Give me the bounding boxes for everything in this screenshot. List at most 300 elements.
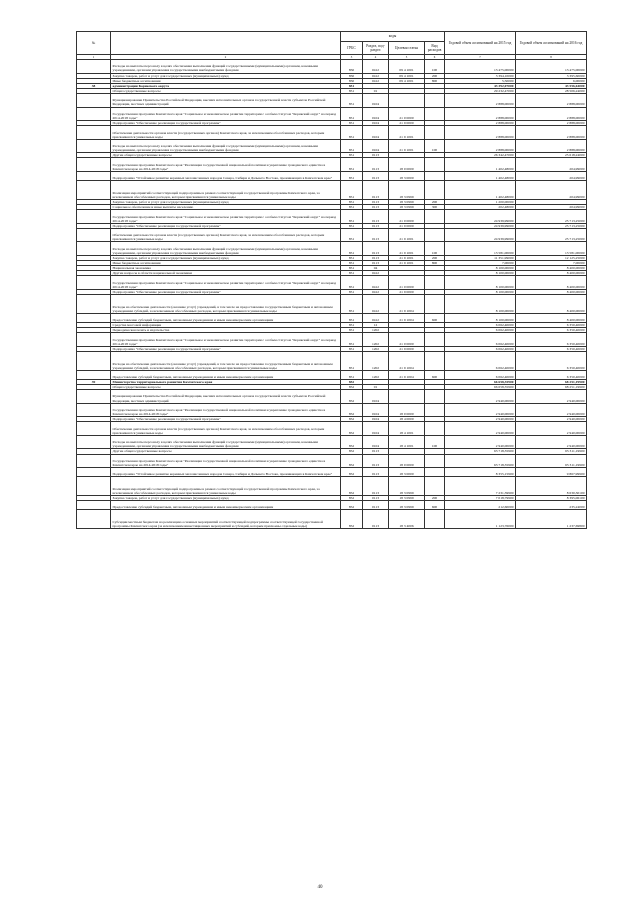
row-amount-2016: 28 506,24000 xyxy=(516,88,587,93)
row-name: Субсидии местным бюджетам на реализацию основных мероприятий соответствующей подпрограммы соответствующей государственной программы Камчатского края (за исключением инвестиционных мероприятий и субсидий, которым присвоены отдельные коды) xyxy=(111,510,341,529)
row-vr xyxy=(425,228,445,242)
row-amount-2015: 63 718,35900 xyxy=(445,454,516,468)
row-name: Закупка товаров, работ и услуг для государственных (муниципальных) нужд xyxy=(111,255,341,260)
row-csr: 21 9 1001 xyxy=(389,139,425,153)
row-grbs: 851 xyxy=(341,223,363,228)
row-name: Подпрограмма "Устойчивое развитие коренных малочисленных народов Севера, Сибири и Дальнего Востока, проживающих в Камчатском крае" xyxy=(111,171,341,180)
row-grbs: 851 xyxy=(341,107,363,121)
row-amount-2016: 68 251,19900 xyxy=(516,385,587,390)
header-2016: Годовой объем ассигнований на 2016 год xyxy=(516,32,587,55)
row-number xyxy=(77,60,111,74)
row-razdel: 0113 xyxy=(363,199,389,204)
row-number xyxy=(77,422,111,436)
row-razdel: 01 xyxy=(363,88,389,93)
row-grbs: 852 xyxy=(341,390,363,404)
row-razdel: 0104 xyxy=(363,139,389,153)
row-grbs: 851 xyxy=(341,276,363,290)
row-number xyxy=(77,228,111,242)
row-csr: 21 9 1004 xyxy=(389,370,425,379)
row-grbs: 851 xyxy=(341,242,363,256)
row-razdel: 0412 xyxy=(363,271,389,276)
row-csr: 21 9 1004 xyxy=(389,294,425,313)
row-grbs: 852 xyxy=(341,468,363,477)
row-csr: 21 0 0000 xyxy=(389,210,425,224)
row-amount-2015: 8 100,00000 xyxy=(445,271,516,276)
row-grbs: 851 xyxy=(341,121,363,126)
row-csr: 18 3 0999 xyxy=(389,501,425,510)
table-row xyxy=(77,510,587,529)
row-name: администрация Корякского округа xyxy=(111,83,341,88)
row-razdel: 0104 xyxy=(363,403,389,417)
row-amount-2015: 6 062,40000 xyxy=(445,323,516,328)
row-amount-2015: 24 939,99000 xyxy=(445,223,516,228)
row-razdel: 1202 xyxy=(363,346,389,351)
col-index: 6 xyxy=(425,55,445,60)
row-name: Иные бюджетные ассигнования xyxy=(111,261,341,266)
row-csr: 18 3 0999 xyxy=(389,180,425,199)
row-amount-2016: 204,99000 xyxy=(516,158,587,172)
row-name: Закупка товаров, работ и услуг для государственных (муниципальных) нужд xyxy=(111,199,341,204)
row-name: Подпрограмма "Обеспечение реализации государственной программы" xyxy=(111,417,341,422)
col-index: 1 xyxy=(77,55,111,60)
row-vr xyxy=(425,126,445,140)
row-vr: 200 xyxy=(425,496,445,501)
row-razdel: 0104 xyxy=(363,93,389,107)
row-number xyxy=(77,477,111,496)
row-vr: 600 xyxy=(425,501,445,510)
row-grbs: 852 xyxy=(341,417,363,422)
row-amount-2016: 6 350,40000 xyxy=(516,351,587,370)
row-name: Расходы на выплаты персоналу в целях обеспечения выполнения функций государственными (муниципальными) органами, казенными учреждениями, органами управления государственными внебюджетными фондами xyxy=(111,60,341,74)
row-amount-2015: 1 402,48000 xyxy=(445,158,516,172)
row-vr xyxy=(425,454,445,468)
row-number xyxy=(77,313,111,322)
table-row xyxy=(77,139,587,153)
row-amount-2016: 8 395,06100 xyxy=(516,496,587,501)
row-amount-2015: 6 062,40000 xyxy=(445,370,516,379)
row-csr: 21 9 1001 xyxy=(389,255,425,260)
row-grbs: 851 xyxy=(341,323,363,328)
row-name: Расходы на выплаты персоналу в целях обеспечения выполнения функций государственными (муниципальными) органами, казенными учреждениями, органами управления государственными внебюджетными фондами xyxy=(111,435,341,449)
row-amount-2015: 212,60000 xyxy=(445,501,516,510)
col-index: 7 xyxy=(445,55,516,60)
row-razdel: 0113 xyxy=(363,153,389,158)
row-vr xyxy=(425,107,445,121)
row-vr: 800 xyxy=(425,261,445,266)
row-razdel: 0412 xyxy=(363,73,389,78)
row-grbs: 851 xyxy=(341,313,363,322)
col-index: 5 xyxy=(389,55,425,60)
row-vr xyxy=(425,276,445,290)
row-vr xyxy=(425,93,445,107)
row-number xyxy=(77,171,111,180)
row-csr xyxy=(389,93,425,107)
row-number xyxy=(77,454,111,468)
row-razdel: 0113 xyxy=(363,261,389,266)
row-number xyxy=(77,370,111,379)
row-amount-2016: 204,99000 xyxy=(516,171,587,180)
row-number xyxy=(77,126,111,140)
row-amount-2016: 2 940,00000 xyxy=(516,422,587,436)
header-csr: Целевая статья xyxy=(389,42,425,55)
row-amount-2016: 204,99000 xyxy=(516,205,587,210)
row-amount-2015: 63 718,35900 xyxy=(445,449,516,454)
row-number xyxy=(77,435,111,449)
row-amount-2016: 6 350,40000 xyxy=(516,323,587,328)
row-amount-2016: 2 940,00000 xyxy=(516,435,587,449)
row-amount-2016: 8 400,00000 xyxy=(516,313,587,322)
row-csr: 18 3 0999 xyxy=(389,496,425,501)
row-name: Обеспечение деятельности органов власти (государственных органов) Камчатского края, за исключением обособленных расходов, которым присваиваются уникальные коды xyxy=(111,422,341,436)
row-amount-2015: 2 888,00000 xyxy=(445,139,516,153)
row-name: Реализация мероприятий соответствующей подпрограммы в рамках соответствующей государственной программы Камчатского края, за исключением обособленных расходов, которым присваиваются уникальные коды xyxy=(111,180,341,199)
row-amount-2015: 66 658,35900 xyxy=(445,379,516,384)
row-vr: 600 xyxy=(425,370,445,379)
row-razdel: 0104 xyxy=(363,126,389,140)
row-amount-2016: 8 400,00000 xyxy=(516,294,587,313)
row-amount-2016: 2 888,00000 xyxy=(516,126,587,140)
row-vr xyxy=(425,294,445,313)
row-amount-2015: 5,50000 xyxy=(445,78,516,83)
row-name: Обеспечение деятельности органов власти (государственных органов) Камчатского края, за исключением обособленных расходов, которым присваиваются уникальные коды xyxy=(111,228,341,242)
row-amount-2016: 13 475,00000 xyxy=(516,60,587,74)
row-razdel: 0104 xyxy=(363,390,389,404)
row-vr: 800 xyxy=(425,78,445,83)
row-number xyxy=(77,107,111,121)
row-amount-2016: 2 888,00000 xyxy=(516,93,587,107)
row-name: Закупка товаров, работ и услуг для государственных (муниципальных) нужд xyxy=(111,73,341,78)
row-grbs: 851 xyxy=(341,255,363,260)
row-razdel: 01 xyxy=(363,385,389,390)
row-name: Предоставление субсидий бюджетным, автономным учреждениям и иным некоммерческим организациям xyxy=(111,370,341,379)
row-grbs: 851 xyxy=(341,370,363,379)
row-amount-2015: 1 402,48000 xyxy=(445,171,516,180)
table-row xyxy=(77,228,587,242)
row-csr: 18 3 0999 xyxy=(389,199,425,204)
row-razdel: 0113 xyxy=(363,210,389,224)
row-csr: 18 3 0000 xyxy=(389,468,425,477)
table-row xyxy=(77,390,587,404)
row-grbs: 851 xyxy=(341,294,363,313)
row-csr: 18 4 1001 xyxy=(389,435,425,449)
row-csr: 18 4 0000 xyxy=(389,417,425,422)
row-amount-2016: 1 237,69800 xyxy=(516,510,587,529)
header-name-blank xyxy=(111,32,341,55)
row-csr: 21 9 1004 xyxy=(389,351,425,370)
row-name: Периодическая печать и издательства xyxy=(111,328,341,333)
row-csr: 21 0 0000 xyxy=(389,276,425,290)
row-amount-2016: 204,99000 xyxy=(516,180,587,199)
budget-table xyxy=(76,31,587,529)
table-row xyxy=(77,501,587,510)
row-number xyxy=(77,139,111,153)
row-amount-2015: 8 355,15900 xyxy=(445,468,516,477)
row-csr: 18 3 0999 xyxy=(389,205,425,210)
row-grbs: 851 xyxy=(341,228,363,242)
row-csr: 09 4 1001 xyxy=(389,60,425,74)
row-razdel: 0113 xyxy=(363,205,389,210)
row-amount-2015: 24 939,99000 xyxy=(445,210,516,224)
row-name: Государственная программа Камчатского края "Социальное и экономическое развитие территории с особым статусом "Корякский округ" на период 2014-2018 годы" xyxy=(111,333,341,347)
row-name: Другие общегосударственные вопросы xyxy=(111,449,341,454)
row-vr xyxy=(425,477,445,496)
row-amount-2015: 66 658,35900 xyxy=(445,385,516,390)
row-amount-2015: 11 351,99000 xyxy=(445,255,516,260)
row-amount-2016: 6 350,40000 xyxy=(516,346,587,351)
col-index: 3 xyxy=(341,55,363,60)
row-name: Национальная экономика xyxy=(111,266,341,271)
row-name: Министерство территориального развития Камчатского края xyxy=(111,379,341,384)
row-razdel: 0113 xyxy=(363,255,389,260)
row-amount-2016: 7,00000 xyxy=(516,261,587,266)
col-index: 4 xyxy=(363,55,389,60)
row-grbs: 851 xyxy=(341,271,363,276)
row-amount-2016: 2 940,00000 xyxy=(516,390,587,404)
table-row xyxy=(77,126,587,140)
row-razdel: 0412 xyxy=(363,313,389,322)
row-razdel: 0412 xyxy=(363,289,389,294)
row-amount-2016: 12 125,25000 xyxy=(516,255,587,260)
row-amount-2016: 65 311,19900 xyxy=(516,454,587,468)
row-csr: 18 3 4006 xyxy=(389,510,425,529)
page-number: 40 xyxy=(317,885,323,890)
header-codes: коды xyxy=(341,32,445,42)
row-amount-2015: 2 940,00000 xyxy=(445,435,516,449)
row-razdel: 0113 xyxy=(363,223,389,228)
row-amount-2015: 7 018,79900 xyxy=(445,496,516,501)
row-razdel: 0113 xyxy=(363,242,389,256)
row-amount-2016: 235,24000 xyxy=(516,501,587,510)
row-grbs: 850 xyxy=(341,60,363,74)
row-grbs: 850 xyxy=(341,78,363,83)
row-grbs: 850 xyxy=(341,73,363,78)
row-razdel: 0113 xyxy=(363,171,389,180)
row-amount-2016: 25 713,25000 xyxy=(516,223,587,228)
row-vr xyxy=(425,171,445,180)
row-vr: 200 xyxy=(425,255,445,260)
table-row xyxy=(77,403,587,417)
table-row xyxy=(77,60,587,74)
row-amount-2015: 2 940,00000 xyxy=(445,390,516,404)
row-csr: 21 9 1004 xyxy=(389,313,425,322)
row-amount-2016: 2 888,00000 xyxy=(516,121,587,126)
row-grbs: 852 xyxy=(341,501,363,510)
row-razdel: 0412 xyxy=(363,276,389,290)
row-name: Другие вопросы в области национальной экономики xyxy=(111,271,341,276)
row-amount-2015: 8 100,00000 xyxy=(445,266,516,271)
row-csr: 21 9 1001 xyxy=(389,228,425,242)
row-razdel: 0412 xyxy=(363,60,389,74)
row-csr: 09 4 1001 xyxy=(389,73,425,78)
row-amount-2016: 6 350,40000 xyxy=(516,328,587,333)
row-razdel: 0104 xyxy=(363,422,389,436)
table-row xyxy=(77,454,587,468)
row-amount-2016: 8 400,00000 xyxy=(516,271,587,276)
row-amount-2015: 6 062,40000 xyxy=(445,328,516,333)
row-name: Государственная программа Камчатского края "Социальное и экономическое развитие территории с особым статусом "Корякский округ" на период 2014-2018 годы" xyxy=(111,107,341,121)
table-row xyxy=(77,477,587,496)
row-vr xyxy=(425,210,445,224)
row-name: Социальное обеспечение и иные выплаты населению xyxy=(111,205,341,210)
row-csr: 21 9 0000 xyxy=(389,121,425,126)
header-2015: Годовой объем ассигнований на 2015 год xyxy=(445,32,516,55)
row-csr: 21 9 1001 xyxy=(389,242,425,256)
row-grbs: 852 xyxy=(341,435,363,449)
row-grbs: 851 xyxy=(341,351,363,370)
row-name: Государственная программа Камчатского края "Реализация государственной национальной политики и укрепление гражданского единства в Камчатском крае на 2014-2018 годы" xyxy=(111,158,341,172)
row-razdel: 0104 xyxy=(363,107,389,121)
row-name: Государственная программа Камчатского края "Социальное и экономическое развитие территории с особым статусом "Корякский округ" на период 2014-2018 годы" xyxy=(111,276,341,290)
row-grbs: 851 xyxy=(341,93,363,107)
row-amount-2015: 7,00000 xyxy=(445,261,516,266)
row-razdel: 0104 xyxy=(363,121,389,126)
row-amount-2016: 25 618,24000 xyxy=(516,153,587,158)
row-grbs: 851 xyxy=(341,289,363,294)
table-row xyxy=(77,158,587,172)
row-name: Подпрограмма "Обеспечение реализации государственной программы" xyxy=(111,289,341,294)
row-csr: 21 9 1001 xyxy=(389,261,425,266)
row-amount-2015: 6 062,40000 xyxy=(445,333,516,347)
row-name: Реализация мероприятий соответствующей подпрограммы в рамках соответствующей государственной программы Камчатского края, за исключением обособленных расходов, которым присваиваются уникальные коды xyxy=(111,477,341,496)
row-grbs: 851 xyxy=(341,210,363,224)
row-grbs: 851 xyxy=(341,266,363,271)
row-name: Предоставление субсидий бюджетным, автономным учреждениям и иным некоммерческим организациям xyxy=(111,313,341,322)
row-razdel: 0113 xyxy=(363,477,389,496)
row-csr: 18 0 0000 xyxy=(389,454,425,468)
row-amount-2015: 7 231,39900 xyxy=(445,477,516,496)
row-name: Функционирование Правительства Российской Федерации, высших исполнительных органов государственной власти субъектов Российской Федерации, местных администраций xyxy=(111,93,341,107)
row-number xyxy=(77,276,111,290)
table-row xyxy=(77,422,587,436)
row-razdel: 0113 xyxy=(363,180,389,199)
row-grbs: 851 xyxy=(341,88,363,93)
row-amount-2016: 43 556,64000 xyxy=(516,83,587,88)
row-csr: 09 4 1001 xyxy=(389,78,425,83)
row-amount-2015: 26 342,47000 xyxy=(445,153,516,158)
row-amount-2015: 13 475,00000 xyxy=(445,60,516,74)
row-number xyxy=(77,403,111,417)
row-name: Подпрограмма "Обеспечение реализации государственной программы" xyxy=(111,223,341,228)
row-grbs: 852 xyxy=(341,477,363,496)
row-amount-2015: 2 940,00000 xyxy=(445,422,516,436)
row-amount-2016: 9 867,99900 xyxy=(516,468,587,477)
row-amount-2015: 3 394,10000 xyxy=(445,73,516,78)
col-index: 8 xyxy=(516,55,587,60)
row-grbs: 851 xyxy=(341,205,363,210)
row-amount-2015: 2 888,00000 xyxy=(445,126,516,140)
row-amount-2016: 13 581,00000 xyxy=(516,242,587,256)
header-grbs: ГРБС xyxy=(341,42,363,55)
row-vr xyxy=(425,403,445,417)
row-razdel: 1202 xyxy=(363,333,389,347)
row-csr: 18 4 1001 xyxy=(389,422,425,436)
row-vr xyxy=(425,468,445,477)
row-amount-2016: 8 400,00000 xyxy=(516,289,587,294)
row-csr: 21 9 0000 xyxy=(389,223,425,228)
table-row xyxy=(77,93,587,107)
row-amount-2015: 1 200,00000 xyxy=(445,199,516,204)
row-vr xyxy=(425,158,445,172)
row-grbs: 852 xyxy=(341,379,363,384)
row-amount-2015: 43 392,07000 xyxy=(445,83,516,88)
row-amount-2015: 2 940,00000 xyxy=(445,417,516,422)
row-grbs: 852 xyxy=(341,496,363,501)
row-number xyxy=(77,333,111,347)
row-razdel: 0113 xyxy=(363,228,389,242)
row-name: Функционирование Правительства Российской Федерации, высших исполнительных органов государственной власти субъектов Российской Федерации, местных администраций xyxy=(111,390,341,404)
row-amount-2015: 8 100,00000 xyxy=(445,313,516,322)
row-vr xyxy=(425,422,445,436)
row-amount-2015: 2 888,00000 xyxy=(445,107,516,121)
row-name: Государственная программа Камчатского края "Реализация государственной национальной политики и укрепление гражданского единства в Камчатском крае на 2014-2018 годы" xyxy=(111,403,341,417)
row-name: Иные бюджетные ассигнования xyxy=(111,78,341,83)
row-razdel: 12 xyxy=(363,323,389,328)
table-row xyxy=(77,294,587,313)
row-name: Расходы на выплаты персоналу в целях обеспечения выполнения функций государственными (муниципальными) органами, казенными учреждениями, органами управления государственными внебюджетными фондами xyxy=(111,139,341,153)
row-razdel: 0412 xyxy=(363,78,389,83)
row-number xyxy=(77,93,111,107)
row-number xyxy=(77,510,111,529)
row-csr: 21 0 0000 xyxy=(389,333,425,347)
row-number: 38 xyxy=(77,83,111,88)
row-vr: 200 xyxy=(425,199,445,204)
row-number xyxy=(77,294,111,313)
row-vr xyxy=(425,510,445,529)
row-amount-2016: 8 400,00000 xyxy=(516,276,587,290)
row-vr: 100 xyxy=(425,242,445,256)
row-amount-2016: 2 940,00000 xyxy=(516,417,587,422)
table-row xyxy=(77,276,587,290)
row-amount-2015: 202,48000 xyxy=(445,205,516,210)
header-razdel: Раздел, под-раздел xyxy=(363,42,389,55)
row-amount-2015: 2 888,00000 xyxy=(445,93,516,107)
row-grbs: 851 xyxy=(341,126,363,140)
row-vr: 200 xyxy=(425,73,445,78)
row-grbs: 851 xyxy=(341,261,363,266)
header-number: № xyxy=(77,32,111,55)
row-amount-2015: 2 940,00000 xyxy=(445,403,516,417)
row-amount-2016: 65 311,19900 xyxy=(516,449,587,454)
row-vr: 300 xyxy=(425,205,445,210)
row-razdel: 0104 xyxy=(363,417,389,422)
row-razdel: 0412 xyxy=(363,294,389,313)
row-amount-2015: 6 062,40000 xyxy=(445,346,516,351)
row-vr: 100 xyxy=(425,435,445,449)
row-amount-2015: 2 888,00000 xyxy=(445,121,516,126)
row-number xyxy=(77,180,111,199)
row-number xyxy=(77,390,111,404)
row-amount-2015: 13 581,00000 xyxy=(445,242,516,256)
row-number xyxy=(77,242,111,256)
row-vr: 100 xyxy=(425,60,445,74)
row-grbs: 851 xyxy=(341,180,363,199)
table-row xyxy=(77,351,587,370)
row-name: Подпрограмма "Обеспечение реализации государственной программы" xyxy=(111,346,341,351)
row-csr: 21 9 1001 xyxy=(389,126,425,140)
row-grbs: 851 xyxy=(341,171,363,180)
header-vr: Вид расходов xyxy=(425,42,445,55)
row-razdel: 0113 xyxy=(363,501,389,510)
row-grbs: 851 xyxy=(341,328,363,333)
row-razdel: 0104 xyxy=(363,435,389,449)
row-name: Расходы на обеспечение деятельности (оказание услуг) учреждений, в том числе на предоставление государственным бюджетным и автономным учреждениям субсидий, за исключением обособленных расходов, которым присваиваются уникальные коды xyxy=(111,294,341,313)
row-name: Общегосударственные вопросы xyxy=(111,385,341,390)
row-grbs: 852 xyxy=(341,403,363,417)
row-csr: 18 0 0000 xyxy=(389,403,425,417)
row-amount-2015: 24 939,99000 xyxy=(445,228,516,242)
row-amount-2016: 6 350,40000 xyxy=(516,333,587,347)
row-amount-2016: 2 888,00000 xyxy=(516,107,587,121)
